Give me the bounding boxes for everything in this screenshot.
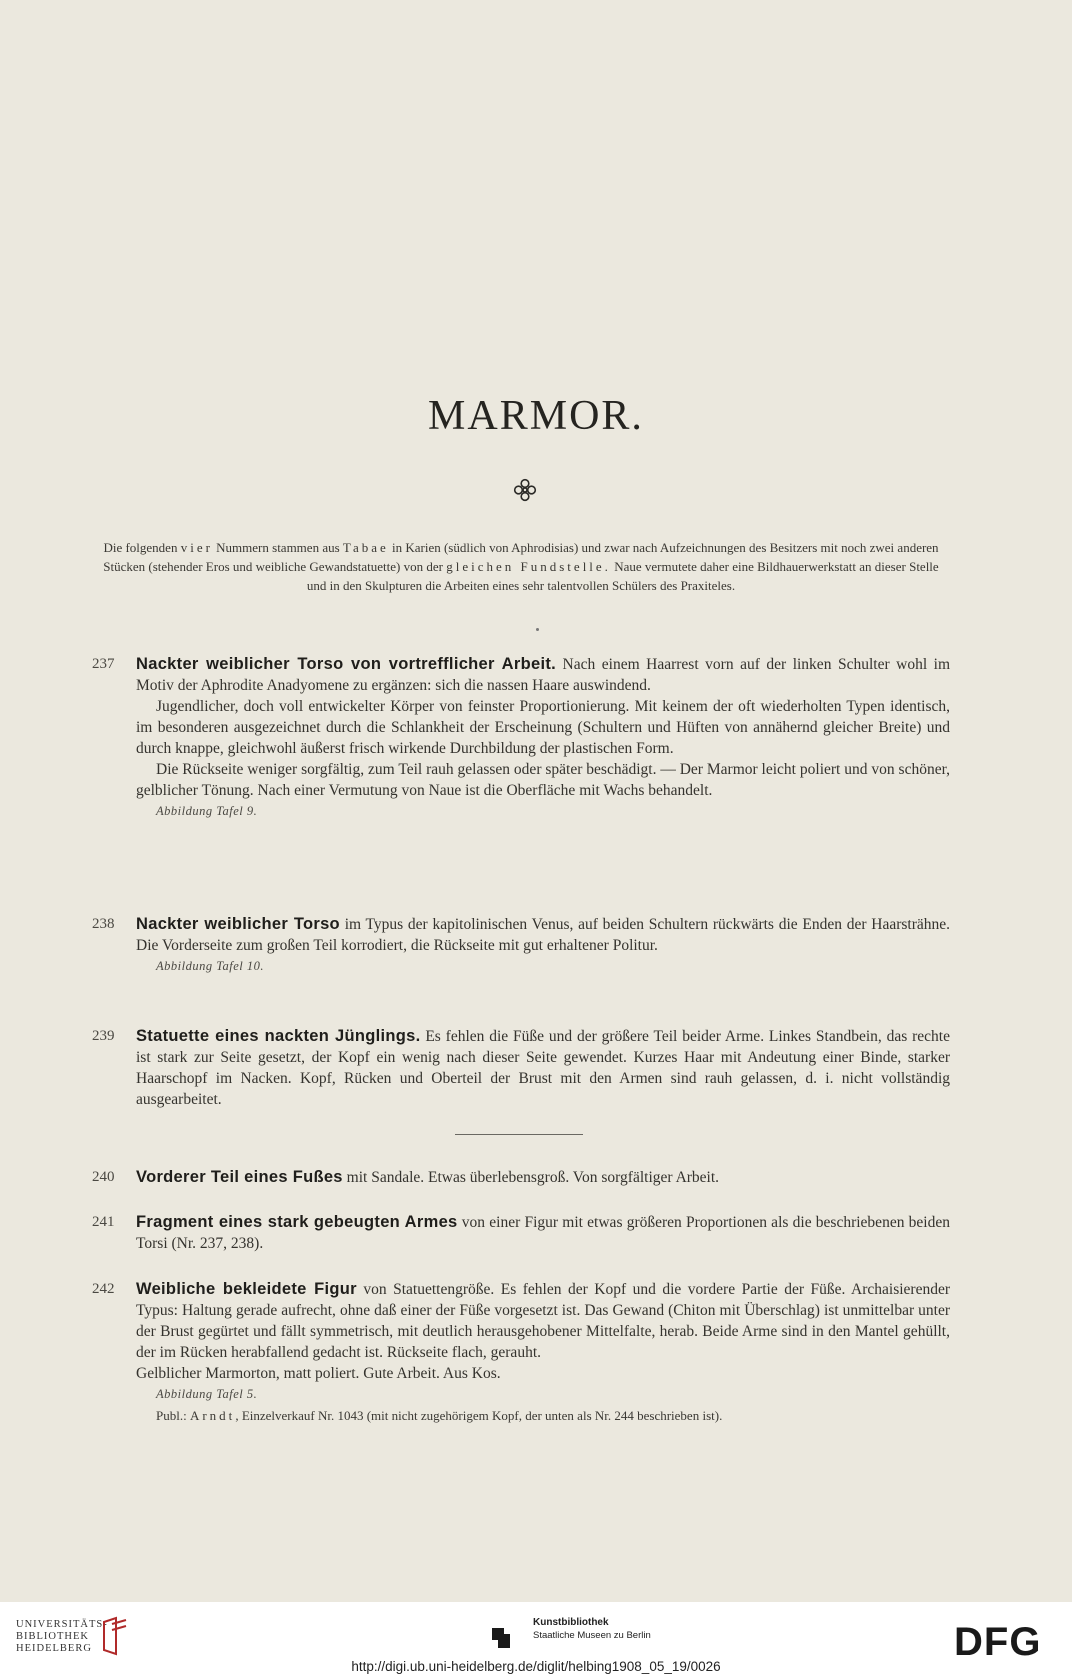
entry-heading: Weibliche bekleidete Figur — [136, 1280, 357, 1298]
catalog-entry-237 — [92, 654, 950, 822]
entry-text: Es fehlen die Füße und der größere Teil beider Arme. Linkes Standbein, das rechte ist stark zur Seite gesetzt, der Kopf ein wenig nach dieser Seite gewendet. Kurzes Haar mit Andeutung einer Binde, starker Haarschopf im Nacken. Kopf, Rücken und Oberteil der Brust mit den Armen sind rauh gelassen, d. i. nicht vollständig ausgearbeitet. — [136, 1028, 950, 1108]
entry-number: 238 — [92, 916, 115, 932]
catalog-entry-240 — [92, 1167, 950, 1188]
entry-text: von einer Figur mit etwas größeren Proportionen als die beschriebenen beiden Torsi (Nr. 237, 238). — [136, 1214, 950, 1252]
dfg-logo: DFG — [954, 1620, 1042, 1664]
entry-text: Nach einem Haarrest vorn auf der linken Schulter wohl im Motiv der Aphrodite Anadyomene zu ergänzen: sich die nassen Haare auswindend. — [136, 656, 950, 694]
university-library-label: UNIVERSITÄTS- BIBLIOTHEK HEIDELBERG — [16, 1619, 108, 1654]
publication-reference: Publ.: Arndt, Einzelverkauf Nr. 1043 (mit nicht zugehörigem Kopf, der unten als Nr. 244 beschrieben ist). — [156, 1408, 723, 1423]
source-url[interactable]: http://digi.ub.uni-heidelberg.de/diglit/helbing1908_05_19/0026 — [351, 1659, 721, 1674]
entry-number: 240 — [92, 1169, 115, 1185]
entry-number: 241 — [92, 1214, 115, 1230]
entry-number: 242 — [92, 1281, 115, 1297]
entry-heading: Statuette eines nackten Jünglings. — [136, 1027, 421, 1045]
catalog-entry-238 — [92, 914, 950, 977]
entry-heading: Fragment eines stark gebeugten Armes — [136, 1213, 458, 1231]
entry-paragraph: Die Rückseite weniger sorgfältig, zum Teil rauh gelassen oder später beschädigt. — Der Marmor leicht poliert und von schöner, gelblicher Tönung. Nach einer Vermutung von Naue ist die Oberfläche mit Wachs behandelt. — [136, 761, 950, 799]
decorative-dot — [536, 628, 539, 631]
entry-text: im Typus der kapitolinischen Venus, auf beiden Schultern rückwärts die Enden der Haarsträhne. Die Vorderseite zum großen Teil korrodiert, die Rückseite mit gut erhaltener Politur. — [136, 916, 950, 954]
entry-paragraph: Gelblicher Marmorton, matt poliert. Gute Arbeit. Aus Kos. — [136, 1365, 501, 1382]
entry-heading: Vorderer Teil eines Fußes — [136, 1168, 343, 1186]
kunstbibliothek-logo-icon — [490, 1624, 512, 1650]
entry-number: 237 — [92, 656, 115, 672]
digitization-footer — [0, 1602, 1072, 1679]
university-logo-icon — [100, 1616, 130, 1656]
entry-paragraph: Jugendlicher, doch voll entwickelter Körper von feinster Proportionierung. Mit keinem der oft wiederholten Typen identisch, im besonderen ausgezeichnet durch die Schlankheit der Erscheinung (Schultern und Hüften von annähernd gleicher Breite) und durch knappe, gleichwohl äußerst frisch wirkende Durchbildung der plastischen Form. — [136, 698, 950, 757]
entry-heading: Nackter weiblicher Torso von vortrefflicher Arbeit. — [136, 655, 557, 673]
catalog-entry-242 — [92, 1279, 950, 1426]
catalog-entry-239 — [92, 1026, 950, 1110]
entry-heading: Nackter weiblicher Torso — [136, 915, 340, 933]
kunstbibliothek-label: Kunstbibliothek Staatliche Museen zu Berlin — [533, 1617, 651, 1641]
intro-paragraph: Die folgenden vier Nummern stammen aus Tabae in Karien (südlich von Aphrodisias) und zwar nach Aufzeichnungen des Besitzers mit noch zwei anderen Stücken (stehender Eros und weibliche Gewandstatuette) von der gleichen Fundstelle. Naue vermutete daher eine Bildhauerwerkstatt an dieser Stelle und in den Skulpturen die Arbeiten eines sehr talentvollen Schülers des Praxiteles. — [103, 540, 939, 593]
section-divider — [455, 1134, 583, 1135]
figure-reference: Abbildung Tafel 5. — [156, 1387, 258, 1401]
catalog-entry-241 — [92, 1212, 950, 1254]
entry-number: 239 — [92, 1028, 115, 1044]
page-title: MARMOR. — [428, 393, 644, 439]
entry-text: mit Sandale. Etwas überlebensgroß. Von sorgfältiger Arbeit. — [342, 1169, 720, 1186]
entry-text: von Statuettengröße. Es fehlen der Kopf und die vordere Partie der Füße. Archaisierender Typus: Haltung gerade aufrecht, ohne daß einer der Füße vorgesetzt ist. Das Gewand (Chiton mit Überschlag) ist unmittelbar unter der Brust gegürtet und fällt symmetrisch, mit deutlich herausgehobener Mittelfalte, herab. Beide Arme sind in den Mantel gehüllt, der im Rücken herabfallend gedacht ist. Rückseite flach, gerauht. — [136, 1281, 950, 1361]
figure-reference: Abbildung Tafel 9. — [156, 804, 258, 818]
figure-reference: Abbildung Tafel 10. — [156, 959, 265, 973]
ornament-icon — [513, 478, 537, 502]
